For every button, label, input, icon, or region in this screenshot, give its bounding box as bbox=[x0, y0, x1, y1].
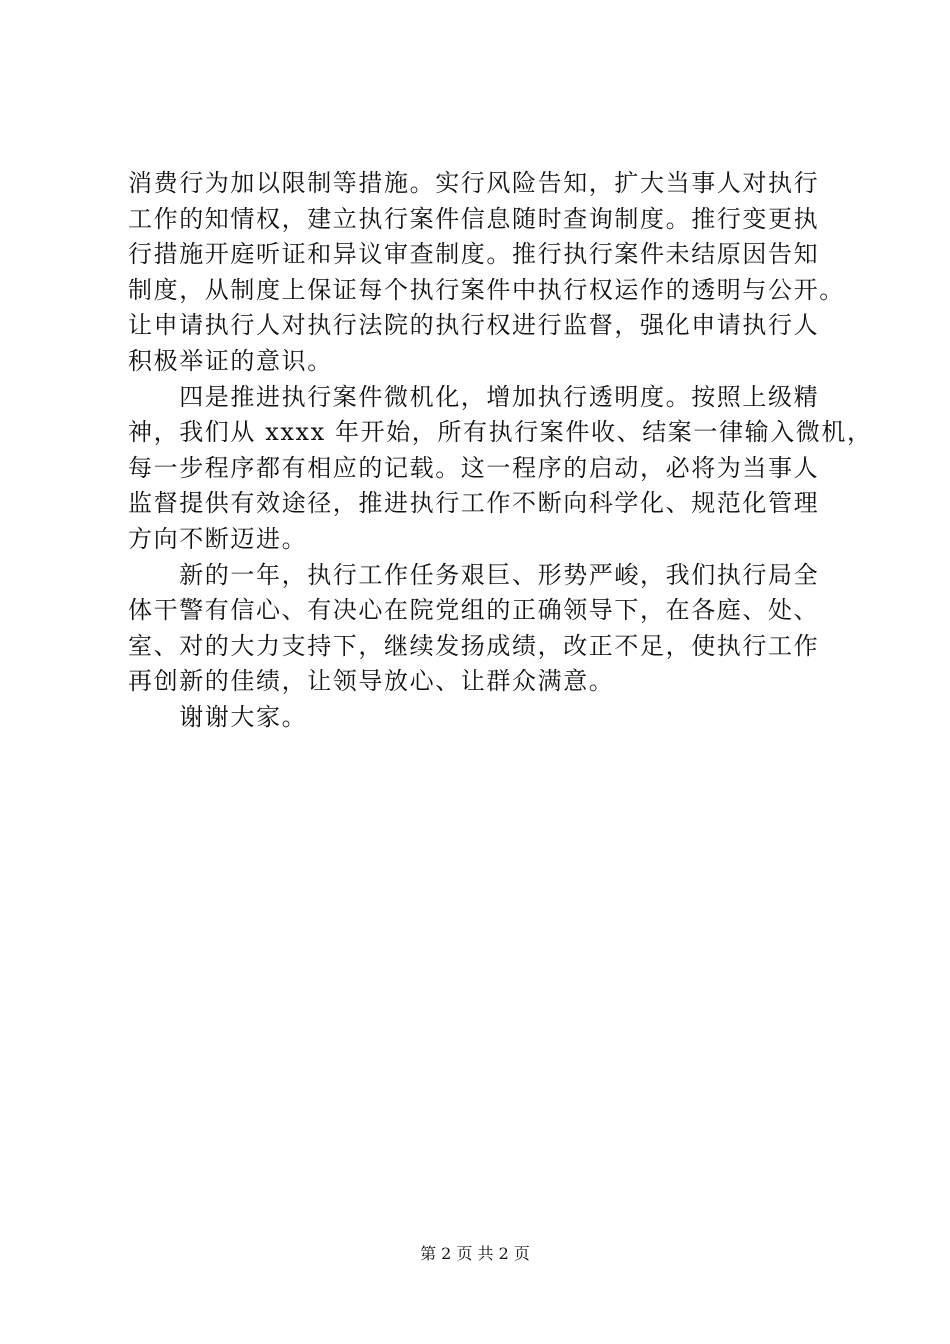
text-line: 工作的知情权，建立执行案件信息随时查询制度。推行变更执 bbox=[128, 204, 820, 233]
text-line: 每一步程序都有相应的记载。这一程序的启动，必将为当事人 bbox=[128, 453, 820, 482]
text-line: 方向不断迈进。 bbox=[128, 524, 308, 553]
text-line: 让申请执行人对执行法院的执行权进行监督，强化申请执行人 bbox=[128, 311, 820, 340]
text-line: 制度，从制度上保证每个执行案件中执行权运作的透明与公开。 bbox=[128, 275, 845, 304]
text-line: 体干警有信心、有决心在院党组的正确领导下，在各庭、处、 bbox=[128, 596, 820, 625]
text-line: 行措施开庭听证和异议审查制度。推行执行案件未结原因告知 bbox=[128, 240, 820, 269]
text-line: 神，我们从 xxxx 年开始，所有执行案件收、结案一律输入微机， bbox=[128, 418, 873, 447]
document-body bbox=[128, 166, 873, 736]
text-line: 积极举证的意识。 bbox=[128, 346, 333, 375]
text-line: 新的一年，执行工作任务艰巨、形势严峻，我们执行局全 bbox=[128, 560, 820, 589]
text-line: 消费行为加以限制等措施。实行风险告知，扩大当事人对执行 bbox=[128, 169, 820, 197]
text-line: 再创新的佳绩，让领导放心、让群众满意。 bbox=[128, 667, 615, 696]
text-line: 监督提供有效途径，推进执行工作不断向科学化、规范化管理 bbox=[128, 489, 820, 518]
text-line: 谢谢大家。 bbox=[128, 702, 308, 731]
page-footer: 第 2 页 共 2 页 bbox=[420, 1244, 530, 1263]
text-line: 室、对的大力支持下，继续发扬成绩，改正不足，使执行工作 bbox=[128, 631, 820, 660]
text-line: 四是推进执行案件微机化，增加执行透明度。按照上级精 bbox=[128, 382, 820, 411]
